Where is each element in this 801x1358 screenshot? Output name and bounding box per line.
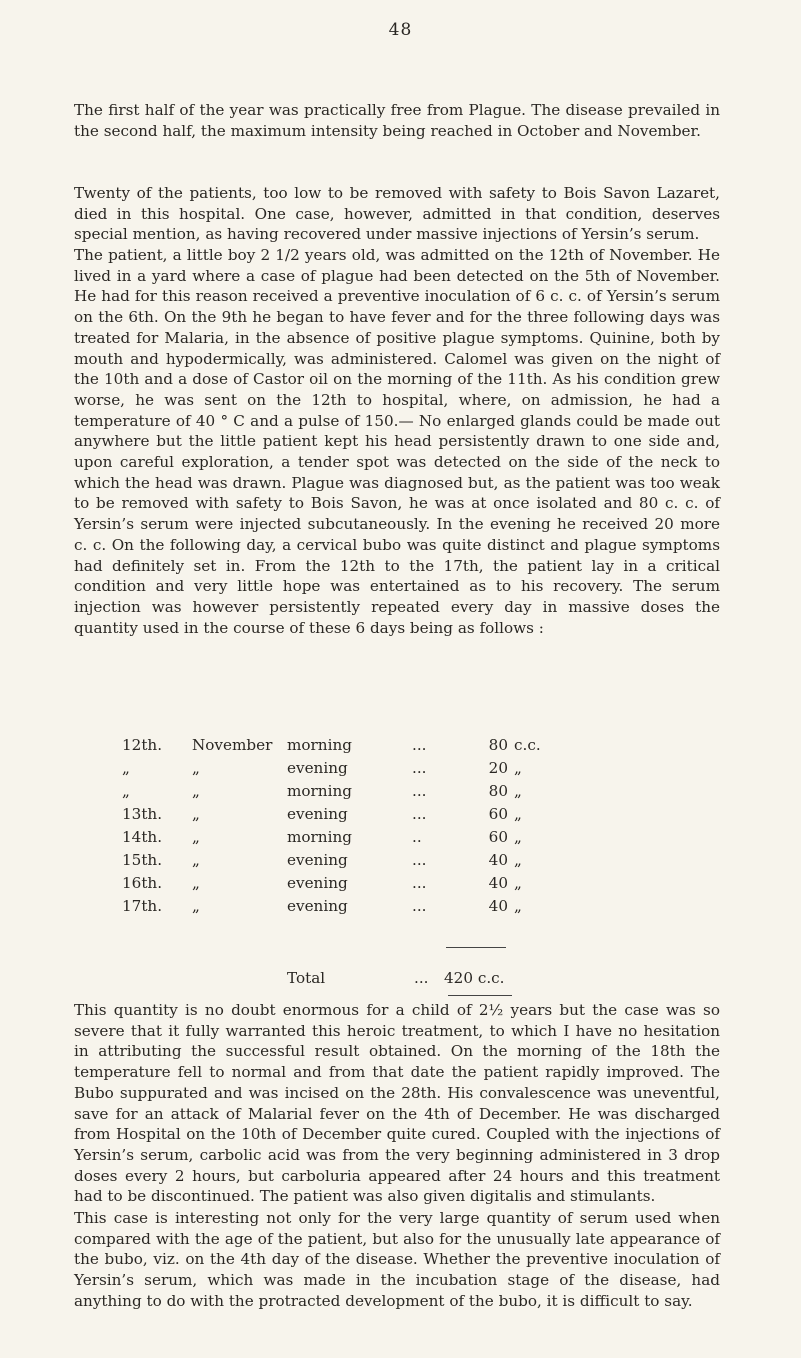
- dose-time: evening: [287, 759, 348, 777]
- paragraph-outcome: [74, 1000, 720, 1207]
- dose-quantity: 20: [488, 759, 508, 777]
- dose-unit: „: [514, 874, 522, 892]
- dose-dots: ...: [412, 897, 427, 915]
- sum-rule-bottom: [448, 995, 512, 996]
- dose-dots: ...: [412, 759, 427, 777]
- dose-day: 17th.: [122, 897, 163, 915]
- dose-table: [122, 734, 622, 918]
- dose-month: „: [192, 851, 200, 869]
- dose-row: [122, 895, 622, 918]
- dose-day: 16th.: [122, 874, 163, 892]
- dose-day: „: [122, 782, 130, 800]
- dose-unit: „: [514, 828, 522, 846]
- dose-quantity: 80: [488, 782, 508, 800]
- dose-row: [122, 734, 622, 757]
- dose-unit: „: [514, 897, 522, 915]
- dose-quantity: 40: [488, 897, 508, 915]
- dose-dots: ...: [412, 805, 427, 823]
- dose-unit: c.c.: [514, 736, 541, 754]
- total-label: Total: [287, 969, 326, 987]
- dose-quantity: 40: [488, 851, 508, 869]
- dose-row: [122, 826, 622, 849]
- dose-time: evening: [287, 874, 348, 892]
- dose-month: „: [192, 828, 200, 846]
- dose-quantity: 80: [488, 736, 508, 754]
- paragraph-case-history: [74, 245, 720, 638]
- paragraph-4: This quantity is no doubt enormous for a child of 2½ years but the case was so severe that it fully warranted this heroic treatment, to which I have no hesitation in attributing the successful result obtained. On the morning of the 18th the temperature fell to normal and from that date the patient rapidly improved. The Bubo suppurated and was incised on the 28th. His convalescence was uneventful, save for an attack of Malarial fever on the 4th of December. He was discharged from Hospital on the 10th of December quite cured. Coupled with the injections of Yersin’s serum, carbolic acid was from the very beginning administered in 3 drop doses every 2 hours, but carboluria appeared after 24 hours and this treatment had to be discontinued. The patient was also given digitalis and stimulants.: [74, 1001, 720, 1206]
- dose-row: [122, 780, 622, 803]
- dose-month: „: [192, 759, 200, 777]
- sum-rule-top: [446, 947, 506, 948]
- total-value: 420 c.c.: [444, 969, 505, 987]
- page-number: 48: [388, 20, 413, 40]
- dose-month: „: [192, 897, 200, 915]
- paragraph-3: The patient, a little boy 2 1/2 years old, was admitted on the 12th of November. He lived in a yard where a case of plague had been detected on the 5th of November. He had for this reason received a preventive inoculation of 6 c. c. of Yersin’s serum on the 6th. On the 9th he began to have fever and for the three following days was treated for Malaria, in the absence of positive plague symptoms. Quinine, both by mouth and hypodermically, was administered. Calomel was given on the night of the 10th and a dose of Castor oil on the morning of the 11th. As his condition grew worse, he was sent on the 12th to hospital, where, on admission, he had a temperature of 40 ° C and a pulse of 150.— No enlarged glands could be made out anywhere but the little patient kept his head persistently drawn to one side and, upon careful exploration, a tender spot was detected on the side of the neck to which the head was drawn. Plague was diagnosed but, as the patient was too weak to be removed with safety to Bois Savon, he was at once isolated and 80 c. c. of Yersin’s serum were injected subcutaneously. In the evening he received 20 more c. c. On the following day, a cervical bubo was quite distinct and plague symptoms had definitely set in. From the 12th to the 17th, the patient lay in a critical condition and very little hope was entertained as to his recovery. The serum injection was however persistently repeated every day in massive doses the quantity used in the course of these 6 days being as follows :: [74, 246, 720, 637]
- dose-month: „: [192, 805, 200, 823]
- paragraph-5: This case is interesting not only for the very large quantity of serum used when compared with the age of the patient, but also for the unusually late appearance of the bubo, viz. on the 4th day of the disease. Whether the preventive inoculation of Yersin’s serum, which was made in the incubation stage of the disease, had anything to do with the protracted development of the bubo, it is difficult to say.: [74, 1209, 720, 1310]
- paragraph-1: The first half of the year was practically free from Plague. The disease prevailed in the second half, the maximum intensity being reached in October and November.: [74, 101, 720, 140]
- paragraph-2: Twenty of the patients, too low to be removed with safety to Bois Savon Lazaret, died in this hospital. One case, however, admitted in that condition, deserves special mention, as having recovered under massive injections of Yersin’s serum.: [74, 184, 720, 244]
- dose-day: 14th.: [122, 828, 163, 846]
- dose-dots: ...: [412, 851, 427, 869]
- dose-month: „: [192, 874, 200, 892]
- dose-dots: ...: [412, 736, 427, 754]
- dose-row: [122, 849, 622, 872]
- dose-time: morning: [287, 782, 352, 800]
- dose-unit: „: [514, 759, 522, 777]
- dose-dots: ...: [412, 782, 427, 800]
- dose-time: morning: [287, 828, 352, 846]
- total-dots: ...: [414, 969, 429, 987]
- dose-month: „: [192, 782, 200, 800]
- dose-unit: „: [514, 805, 522, 823]
- paragraph-intro: [74, 100, 720, 141]
- dose-month: November: [192, 736, 273, 754]
- dose-quantity: 60: [488, 828, 508, 846]
- dose-time: morning: [287, 736, 352, 754]
- dose-dots: ..: [412, 828, 422, 846]
- dose-day: 13th.: [122, 805, 163, 823]
- dose-quantity: 60: [488, 805, 508, 823]
- dose-row: [122, 757, 622, 780]
- dose-time: evening: [287, 897, 348, 915]
- dose-time: evening: [287, 851, 348, 869]
- paragraph-discussion: [74, 1208, 720, 1312]
- dose-day: „: [122, 759, 130, 777]
- dose-day: 15th.: [122, 851, 163, 869]
- dose-unit: „: [514, 851, 522, 869]
- dose-day: 12th.: [122, 736, 163, 754]
- dose-row: [122, 803, 622, 826]
- dose-dots: ...: [412, 874, 427, 892]
- dose-row: [122, 872, 622, 895]
- paragraph-deaths: [74, 183, 720, 245]
- dose-quantity: 40: [488, 874, 508, 892]
- dose-time: evening: [287, 805, 348, 823]
- dose-unit: „: [514, 782, 522, 800]
